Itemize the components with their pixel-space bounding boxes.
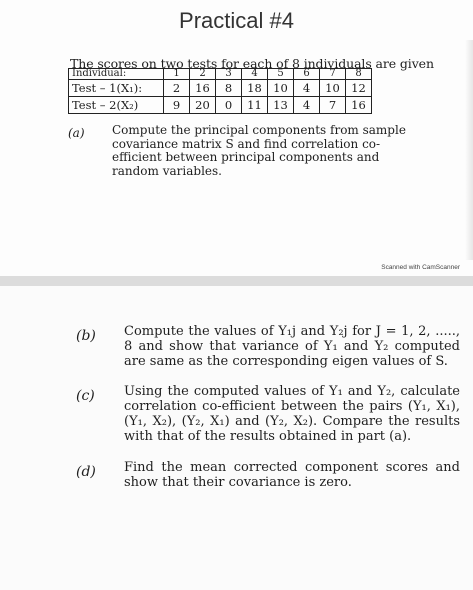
table-cell: 12 bbox=[346, 80, 372, 97]
page-title: Practical #4 bbox=[179, 8, 294, 33]
table-row bbox=[69, 97, 372, 114]
part-b-text: Compute the values of Y₁j and Y₂j for J = 1, 2, ....., 8 and show that variance of Y₁ and Y₂ computed are same as the corresponding eigen values of S. bbox=[124, 324, 460, 369]
part-b-label: (b) bbox=[76, 328, 96, 344]
table-row bbox=[69, 80, 372, 97]
table-cell: 4 bbox=[294, 80, 320, 97]
table-cell: 13 bbox=[268, 97, 294, 114]
page-edge-shadow bbox=[465, 40, 473, 260]
table-header-cell: 8 bbox=[346, 69, 372, 80]
row-label: Test – 1(X₁): bbox=[69, 80, 164, 97]
table-header-cell: 5 bbox=[268, 69, 294, 80]
table-header-row bbox=[69, 69, 372, 80]
part-d-text: Find the mean corrected component scores and show that their covariance is zero. bbox=[124, 460, 460, 490]
table-header-cell: 3 bbox=[216, 69, 242, 80]
table-cell: 9 bbox=[164, 97, 190, 114]
scanner-watermark: Scanned with CamScanner bbox=[381, 264, 460, 271]
page-divider bbox=[0, 276, 473, 286]
table-cell: 10 bbox=[320, 80, 346, 97]
top-page bbox=[0, 0, 473, 276]
table-cell: 16 bbox=[346, 97, 372, 114]
part-c-text: Using the computed values of Y₁ and Y₂, calculate correlation co-efficient between the pairs (Y₁, X₁), (Y₁, X₂), (Y₂, X₁) and (Y₂, X₂). Compare the results with that of the results obtained in part (a). bbox=[124, 384, 460, 444]
part-a-text: Compute the principal components from sample covariance matrix S and find correlation co-efficient between principal components and random variables. bbox=[112, 123, 406, 178]
table-cell: 18 bbox=[242, 80, 268, 97]
table-cell: 16 bbox=[190, 80, 216, 97]
table-header-label: Individual: bbox=[69, 69, 164, 80]
table-header-cell: 6 bbox=[294, 69, 320, 80]
table-cell: 10 bbox=[268, 80, 294, 97]
table-header-cell: 4 bbox=[242, 69, 268, 80]
part-a-label: (a) bbox=[68, 126, 85, 140]
scores-table bbox=[68, 68, 372, 114]
table-cell: 20 bbox=[190, 97, 216, 114]
table-cell: 11 bbox=[242, 97, 268, 114]
table-header-cell: 7 bbox=[320, 69, 346, 80]
table-cell: 8 bbox=[216, 80, 242, 97]
table-header-cell: 2 bbox=[190, 69, 216, 80]
part-d-label: (d) bbox=[76, 464, 96, 480]
row-label: Test – 2(X₂) bbox=[69, 97, 164, 114]
intro-text: The scores on two tests for each of 8 individuals are given bbox=[70, 56, 434, 71]
part-c-label: (c) bbox=[76, 388, 95, 404]
table-cell: 4 bbox=[294, 97, 320, 114]
table-cell: 7 bbox=[320, 97, 346, 114]
table-header-cell: 1 bbox=[164, 69, 190, 80]
table-cell: 0 bbox=[216, 97, 242, 114]
table-cell: 2 bbox=[164, 80, 190, 97]
